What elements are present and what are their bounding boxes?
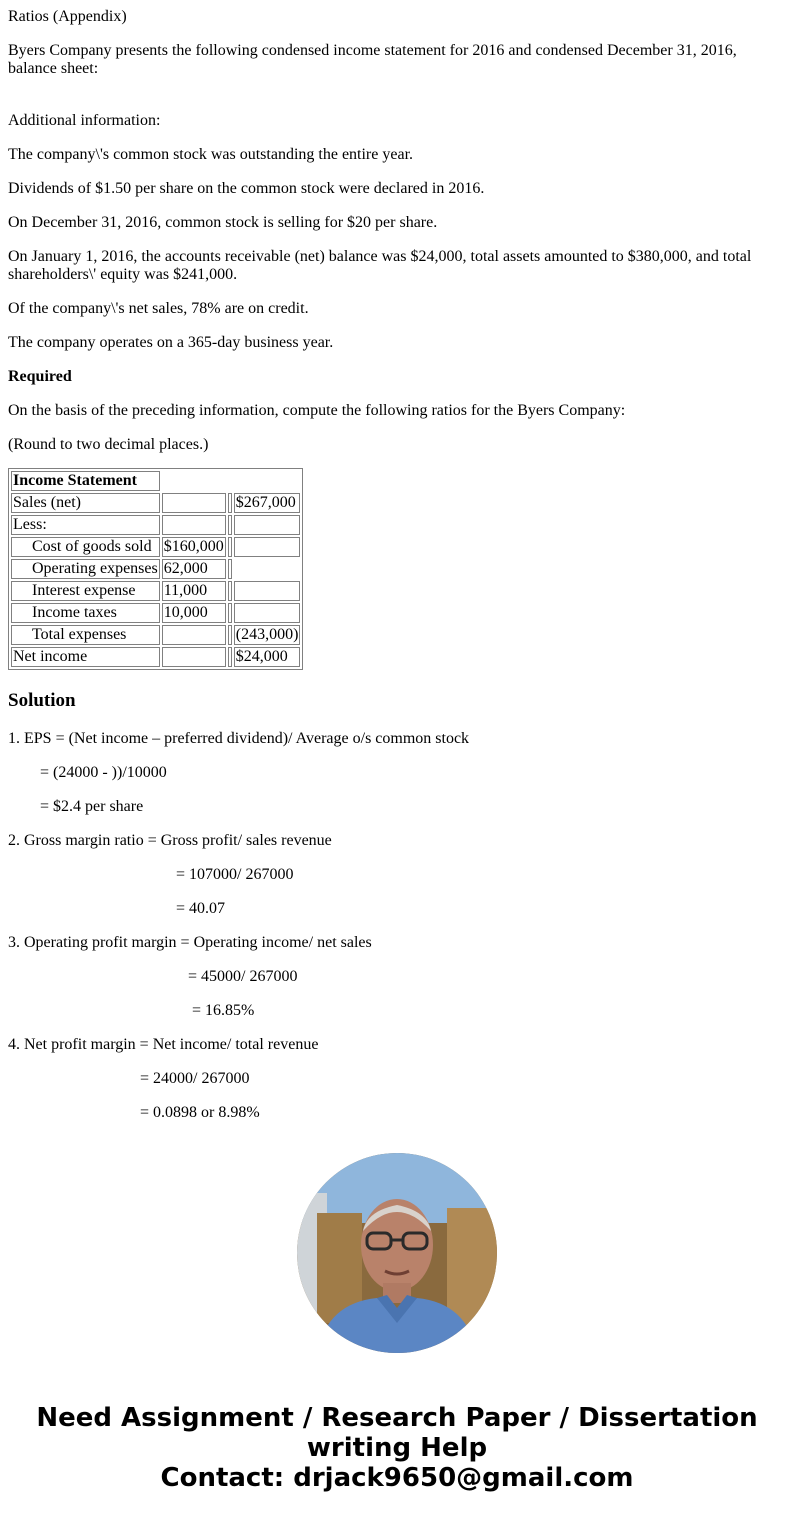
author-photo bbox=[297, 1153, 497, 1353]
row-amount bbox=[162, 647, 226, 667]
row-label: Less: bbox=[11, 515, 160, 535]
round-note: (Round to two decimal places.) bbox=[8, 436, 209, 453]
row-total: $24,000 bbox=[234, 647, 301, 667]
table-row bbox=[11, 493, 300, 513]
solution-line: = 16.85% bbox=[192, 1002, 255, 1019]
row-label: Net income bbox=[11, 647, 160, 667]
solution-line: 1. EPS = (Net income – preferred dividend)/ Average o/s common stock bbox=[8, 730, 470, 747]
row-total bbox=[234, 537, 301, 557]
solution-line: 3. Operating profit margin = Operating income/ net sales bbox=[8, 934, 372, 951]
row-label: Cost of goods sold bbox=[11, 537, 160, 557]
table-header-row bbox=[11, 471, 300, 491]
table-row bbox=[11, 581, 300, 601]
table-row bbox=[11, 559, 300, 579]
row-label: Interest expense bbox=[11, 581, 160, 601]
solution-line: 4. Net profit margin = Net income/ total revenue bbox=[8, 1036, 319, 1053]
solution-line: = (24000 - ))/10000 bbox=[40, 764, 167, 781]
row-amount bbox=[162, 625, 226, 645]
row-amount: $160,000 bbox=[163, 538, 224, 555]
row-total bbox=[234, 559, 301, 579]
row-amount bbox=[162, 493, 226, 513]
row-total bbox=[234, 515, 301, 535]
row-total bbox=[234, 581, 301, 601]
info-item: The company\'s common stock was outstanding the entire year. bbox=[8, 146, 414, 163]
required-text: On the basis of the preceding information, compute the following ratios for the Byers Company: bbox=[8, 402, 626, 419]
row-total bbox=[234, 603, 301, 623]
table-row bbox=[11, 625, 300, 645]
table-header: Income Statement bbox=[11, 471, 160, 491]
row-label: Income taxes bbox=[11, 603, 160, 623]
solution-line: = 107000/ 267000 bbox=[176, 866, 294, 883]
solution-line: = 0.0898 or 8.98% bbox=[140, 1104, 260, 1121]
row-amount: 11,000 bbox=[162, 581, 226, 601]
footer-contact: Contact: drjack9650@gmail.com bbox=[160, 1463, 634, 1493]
avatar bbox=[297, 1153, 497, 1353]
info-item: On December 31, 2016, common stock is selling for $20 per share. bbox=[8, 214, 438, 231]
table-row bbox=[11, 603, 300, 623]
row-label: Total expenses bbox=[11, 625, 160, 645]
table-row bbox=[11, 515, 300, 535]
info-item: Dividends of $1.50 per share on the common stock were declared in 2016. bbox=[8, 180, 485, 197]
row-amount: 62,000 bbox=[162, 559, 226, 579]
table-row bbox=[11, 537, 300, 557]
solution-body bbox=[8, 730, 786, 1122]
additional-info-heading: Additional information: bbox=[8, 112, 161, 129]
solution-line: = $2.4 per share bbox=[40, 798, 144, 815]
solution-line: = 45000/ 267000 bbox=[188, 968, 298, 985]
info-item: Of the company\'s net sales, 78% are on credit. bbox=[8, 300, 309, 317]
footer-banner bbox=[0, 1403, 794, 1493]
page-title: Ratios (Appendix) bbox=[8, 8, 127, 25]
row-total: $267,000 bbox=[234, 493, 301, 513]
solution-heading: Solution bbox=[8, 690, 76, 711]
row-label: Operating expenses bbox=[11, 559, 160, 579]
info-item: The company operates on a 365-day business year. bbox=[8, 334, 334, 351]
footer-line: Need Assignment / Research Paper / Dissertation bbox=[36, 1403, 758, 1433]
row-amount bbox=[162, 515, 226, 535]
solution-line: = 40.07 bbox=[176, 900, 226, 917]
row-label: Sales (net) bbox=[11, 493, 160, 513]
solution-line: = 24000/ 267000 bbox=[140, 1070, 250, 1087]
income-statement-table bbox=[8, 468, 303, 670]
table-row bbox=[11, 647, 300, 667]
footer-line: writing Help bbox=[306, 1433, 488, 1463]
intro-paragraph: Byers Company presents the following condensed income statement for 2016 and condensed December 31, 2016, balance sheet: bbox=[8, 42, 737, 77]
row-amount: 10,000 bbox=[162, 603, 226, 623]
required-label: Required bbox=[8, 368, 72, 385]
solution-line: 2. Gross margin ratio = Gross profit/ sales revenue bbox=[8, 832, 332, 849]
info-item: On January 1, 2016, the accounts receivable (net) balance was $24,000, total assets amounted to $380,000, and total shareholders\' equity was $241,000. bbox=[8, 248, 752, 283]
row-total: (243,000) bbox=[235, 626, 299, 643]
